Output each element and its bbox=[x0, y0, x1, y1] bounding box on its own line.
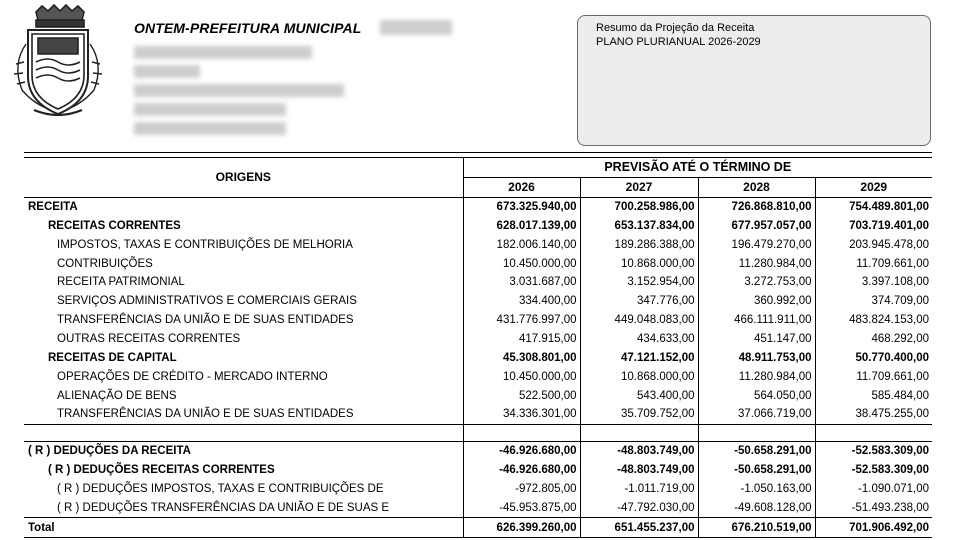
origens-header: ORIGENS bbox=[24, 158, 463, 198]
row-label: ( R ) DEDUÇÕES IMPOSTOS, TAXAS E CONTRIBUIÇÕES DE bbox=[57, 482, 384, 495]
row-label: SERVIÇOS ADMINISTRATIVOS E COMERCIAIS GERAIS bbox=[57, 295, 357, 308]
row-label: IMPOSTOS, TAXAS E CONTRIBUIÇÕES DE MELHORIA bbox=[57, 238, 353, 251]
municipal-crest-icon bbox=[8, 4, 108, 120]
row-value: 182.006.140,00 bbox=[463, 235, 580, 254]
spacer-cell bbox=[698, 424, 815, 441]
row-label: ( R ) DEDUÇÕES DA RECEITA bbox=[24, 441, 463, 460]
row-value: 374.709,00 bbox=[815, 292, 932, 311]
row-value: -51.493.238,00 bbox=[815, 498, 932, 517]
row-value: 3.272.753,00 bbox=[698, 273, 815, 292]
report-summary-box bbox=[577, 15, 931, 146]
row-value: 676.210.519,00 bbox=[698, 518, 815, 538]
row-value: 203.945.478,00 bbox=[815, 235, 932, 254]
table-row bbox=[24, 217, 932, 236]
total-row bbox=[24, 518, 932, 538]
row-value: -46.926.680,00 bbox=[463, 441, 580, 460]
redacted-address-line-5 bbox=[134, 122, 286, 135]
row-value: -50.658.291,00 bbox=[698, 461, 815, 480]
row-value: 35.709.752,00 bbox=[580, 405, 698, 424]
entity-name: ONTEM-PREFEITURA MUNICIPAL bbox=[134, 20, 362, 36]
row-label: CONTRIBUIÇÕES bbox=[57, 257, 153, 270]
redacted-entity-suffix bbox=[380, 20, 452, 35]
row-value: 522.500,00 bbox=[463, 386, 580, 405]
row-value: 700.258.986,00 bbox=[580, 197, 698, 216]
row-value: 34.336.301,00 bbox=[463, 405, 580, 424]
row-value: 48.911.753,00 bbox=[698, 348, 815, 367]
row-label: TRANSFERÊNCIAS DA UNIÃO E DE SUAS ENTIDADES bbox=[57, 408, 354, 421]
row-value: 564.050,00 bbox=[698, 386, 815, 405]
row-label: RECEITAS DE CAPITAL bbox=[48, 351, 177, 364]
row-value: 11.709.661,00 bbox=[815, 254, 932, 273]
row-value: 449.048.083,00 bbox=[580, 311, 698, 330]
row-value: -1.090.071,00 bbox=[815, 480, 932, 499]
report-title: Resumo da Projeção da Receita bbox=[596, 22, 755, 34]
row-value: -47.792.030,00 bbox=[580, 498, 698, 517]
row-value: 451.147,00 bbox=[698, 330, 815, 349]
spacer-cell bbox=[580, 424, 698, 441]
row-label: RECEITAS CORRENTES bbox=[48, 219, 181, 232]
spacer-cell bbox=[24, 424, 463, 441]
row-value: 10.868.000,00 bbox=[580, 367, 698, 386]
table-row bbox=[24, 405, 932, 424]
row-value: 434.633,00 bbox=[580, 330, 698, 349]
table-row bbox=[24, 441, 932, 460]
row-value: 677.957.057,00 bbox=[698, 217, 815, 236]
row-value: 189.286.388,00 bbox=[580, 235, 698, 254]
spacer-cell bbox=[815, 424, 932, 441]
row-value: 37.066.719,00 bbox=[698, 405, 815, 424]
table-row bbox=[24, 367, 932, 386]
row-value: -972.805,00 bbox=[463, 480, 580, 499]
row-value: 11.280.984,00 bbox=[698, 254, 815, 273]
row-value: 483.824.153,00 bbox=[815, 311, 932, 330]
row-value: -46.926.680,00 bbox=[463, 461, 580, 480]
row-value: 50.770.400,00 bbox=[815, 348, 932, 367]
table-row bbox=[24, 235, 932, 254]
row-value: 360.992,00 bbox=[698, 292, 815, 311]
table-row bbox=[24, 311, 932, 330]
row-value: 11.709.661,00 bbox=[815, 367, 932, 386]
row-value: 45.308.801,00 bbox=[463, 348, 580, 367]
table-row bbox=[24, 498, 932, 517]
row-value: 47.121.152,00 bbox=[580, 348, 698, 367]
row-label: ALIENAÇÃO DE BENS bbox=[57, 389, 177, 402]
table-row bbox=[24, 273, 932, 292]
year-header: 2027 bbox=[580, 177, 698, 197]
row-value: 703.719.401,00 bbox=[815, 217, 932, 236]
row-label: TRANSFERÊNCIAS DA UNIÃO E DE SUAS ENTIDADES bbox=[57, 314, 354, 327]
table-row bbox=[24, 480, 932, 499]
spacer-cell bbox=[463, 424, 580, 441]
row-value: 11.280.984,00 bbox=[698, 367, 815, 386]
spacer-row bbox=[24, 424, 932, 441]
table-body bbox=[24, 197, 932, 537]
redacted-address-line-1 bbox=[134, 46, 312, 59]
row-label: RECEITA PATRIMONIAL bbox=[57, 276, 185, 289]
row-value: 196.479.270,00 bbox=[698, 235, 815, 254]
row-value: -48.803.749,00 bbox=[580, 441, 698, 460]
row-label: ( R ) DEDUÇÕES TRANSFERÊNCIAS DA UNIÃO E DE SUAS E bbox=[57, 501, 390, 514]
row-value: 468.292,00 bbox=[815, 330, 932, 349]
row-value: 3.152.954,00 bbox=[580, 273, 698, 292]
redacted-address-line-3 bbox=[134, 84, 344, 97]
row-value: 3.031.687,00 bbox=[463, 273, 580, 292]
redacted-address-line-4 bbox=[134, 103, 286, 116]
header-divider bbox=[24, 152, 932, 153]
row-label: ( R ) DEDUÇÕES RECEITAS CORRENTES bbox=[48, 464, 275, 477]
report-subtitle: PLANO PLURIANUAL 2026-2029 bbox=[596, 36, 761, 48]
row-value: 754.489.801,00 bbox=[815, 197, 932, 216]
row-value: -1.011.719,00 bbox=[580, 480, 698, 499]
row-label: Total bbox=[24, 518, 463, 538]
previsao-header: PREVISÃO ATÉ O TÉRMINO DE bbox=[463, 158, 932, 178]
row-value: -52.583.309,00 bbox=[815, 441, 932, 460]
row-value: -50.658.291,00 bbox=[698, 441, 815, 460]
row-value: 38.475.255,00 bbox=[815, 405, 932, 424]
row-value: 628.017.139,00 bbox=[463, 217, 580, 236]
row-label: OUTRAS RECEITAS CORRENTES bbox=[57, 333, 241, 346]
table-row bbox=[24, 254, 932, 273]
row-value: 10.868.000,00 bbox=[580, 254, 698, 273]
table-row bbox=[24, 348, 932, 367]
row-label: RECEITA bbox=[28, 201, 78, 214]
row-value: 726.868.810,00 bbox=[698, 197, 815, 216]
row-label: OPERAÇÕES DE CRÉDITO - MERCADO INTERNO bbox=[57, 370, 328, 383]
row-value: -52.583.309,00 bbox=[815, 461, 932, 480]
row-value: -1.050.163,00 bbox=[698, 480, 815, 499]
row-value: 431.776.997,00 bbox=[463, 311, 580, 330]
row-value: -45.953.875,00 bbox=[463, 498, 580, 517]
row-value: 10.450.000,00 bbox=[463, 367, 580, 386]
row-value: 417.915,00 bbox=[463, 330, 580, 349]
year-header: 2029 bbox=[815, 177, 932, 197]
table-row bbox=[24, 197, 932, 216]
row-value: 466.111.911,00 bbox=[698, 311, 815, 330]
row-value: 334.400,00 bbox=[463, 292, 580, 311]
row-value: 651.455.237,00 bbox=[580, 518, 698, 538]
row-value: -48.803.749,00 bbox=[580, 461, 698, 480]
row-value: 347.776,00 bbox=[580, 292, 698, 311]
revenue-projection-table bbox=[24, 157, 932, 538]
table-header-row bbox=[24, 158, 932, 178]
row-value: 585.484,00 bbox=[815, 386, 932, 405]
table-row bbox=[24, 330, 932, 349]
redacted-address-line-2 bbox=[134, 65, 200, 78]
row-value: 701.906.492,00 bbox=[815, 518, 932, 538]
year-header: 2026 bbox=[463, 177, 580, 197]
year-header: 2028 bbox=[698, 177, 815, 197]
table-row bbox=[24, 386, 932, 405]
table-row bbox=[24, 292, 932, 311]
row-value: 3.397.108,00 bbox=[815, 273, 932, 292]
table-row bbox=[24, 461, 932, 480]
row-value: 543.400,00 bbox=[580, 386, 698, 405]
row-value: 10.450.000,00 bbox=[463, 254, 580, 273]
row-value: 626.399.260,00 bbox=[463, 518, 580, 538]
row-value: 653.137.834,00 bbox=[580, 217, 698, 236]
row-value: 673.325.940,00 bbox=[463, 197, 580, 216]
row-value: -49.608.128,00 bbox=[698, 498, 815, 517]
